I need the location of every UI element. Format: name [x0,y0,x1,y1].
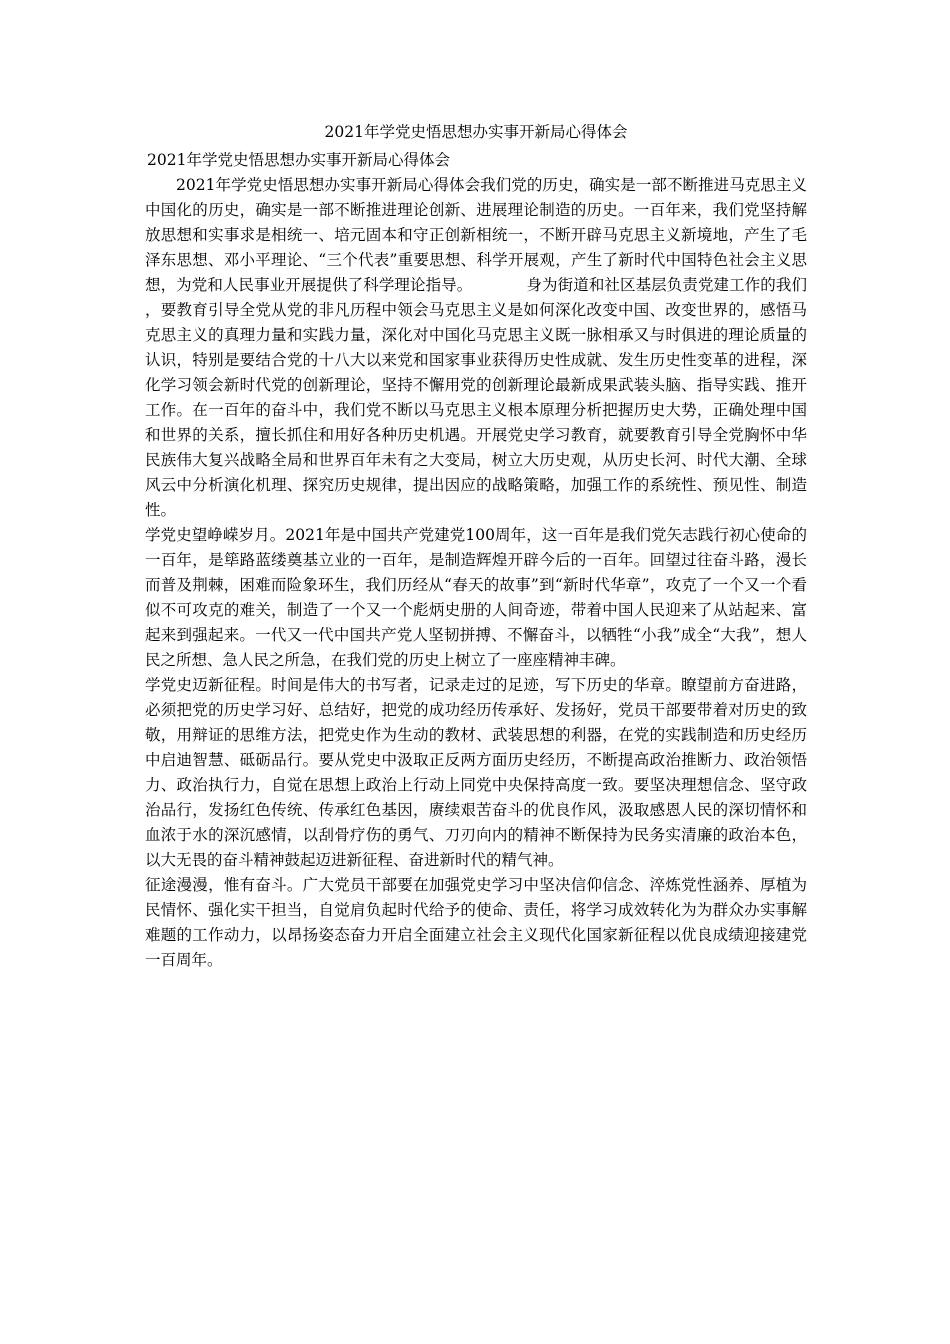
document-subtitle: 2021年学党史悟思想办实事开新局心得体会 [147,151,450,169]
document-page [145,120,807,973]
paragraph-1 [145,173,807,523]
document-title: 2021年学党史悟思想办实事开新局心得体会 [324,123,628,141]
paragraph-2: 学党史望峥嵘岁月。2021年是中国共产党建党100周年，这一百年是我们党矢志践行初心使命的一百年，是筚路蓝缕奠基立业的一百年，是制造辉煌开辟今后的一百年。回望过往奋斗路，漫长而普及荆棘，困难而险象环生，我们历经从“春天的故事”到“新时代华章”，攻克了一个又一个看似不可攻克的难关，制造了一个又一个彪炳史册的人间奇迹，带着中国人民迎来了从站起来、富起来到强起来。一代又一代中国共产党人坚韧拼搏、不懈奋斗，以牺牲“小我”成全“大我”，想人民之所想、急人民之所急，在我们党的历史上树立了一座座精神丰碑。 [145,526,807,669]
paragraph-4: 征途漫漫，惟有奋斗。广大党员干部要在加强党史学习中坚决信仰信念、淬炼党性涵养、厚植为民情怀、强化实干担当，自觉肩负起时代给予的使命、责任，将学习成效转化为为群众办实事解难题的工作动力，以昂扬姿态奋力开启全面建立社会主义现代化国家新征程以优良成绩迎接建党一百周年。 [145,876,807,969]
paragraph-1-part-2: 身为街道和社区基层负责党建工作的我们，要教育引导全党从党的非凡历程中领会马克思主义是如何深化改变中国、改变世界的，感悟马克思主义的真理力量和实践力量，深化对中国化马克思主义既一脉相承又与时俱进的理论质量的认识，特别是要结合党的十八大以来党和国家事业获得历史性成就、发生历史性变革的进程，深化学习领会新时代党的创新理论，坚持不懈用党的创新理论最新成果武装头脑、指导实践、推开工作。在一百年的奋斗中，我们党不断以马克思主义根本原理分析把握历史大势，正确处理中国和世界的关系，擅长抓住和用好各种历史机遇。开展党史学习教育，就要教育引导全党胸怀中华民族伟大复兴战略全局和世界百年未有之大变局，树立大历史观，从历史长河、时代大潮、全球风云中分析演化机理、探究历史规律，提出因应的战略策略，加强工作的系统性、预见性、制造性。 [145,276,807,519]
paragraph-1-part-1: 2021年学党史悟思想办实事开新局心得体会我们党的历史，确实是一部不断推进马克思主义中国化的历史，确实是一部不断推进理论创新、进展理论制造的历史。一百年来，我们党坚持解放思想和实事求是相统一、培元固本和守正创新相统一，不断开辟马克思主义新境地，产生了毛泽东思想、邓小平理论、“三个代表”重要思想、科学开展观，产生了新时代中国特色社会主义思想，为党和人民事业开展提供了科学理论指导。 [145,176,807,294]
paragraph-3: 学党史迈新征程。时间是伟大的书写者，记录走过的足迹，写下历史的华章。瞭望前方奋进路，必须把党的历史学习好、总结好，把党的成功经历传承好、发扬好，党员干部要带着对历史的致敬，用辩证的思维方法，把党史作为生动的教材、武装思想的利器，在党的实践制造和历史经历中启迪智慧、砥砺品行。要从党史中汲取正反两方面历史经历，不断提高政治推断力、政治领悟力、政治执行力，自觉在思想上政治上行动上同党中央保持高度一致。要坚决理想信念、坚守政治品行，发扬红色传统、传承红色基因，赓续艰苦奋斗的优良作风，汲取感恩人民的深切情怀和血浓于水的深沉感情，以刮骨疗伤的勇气、刀刃向内的精神不断保持为民务实清廉的政治本色，以大无畏的奋斗精神鼓起迈进新征程、奋进新时代的精气神。 [145,676,807,869]
